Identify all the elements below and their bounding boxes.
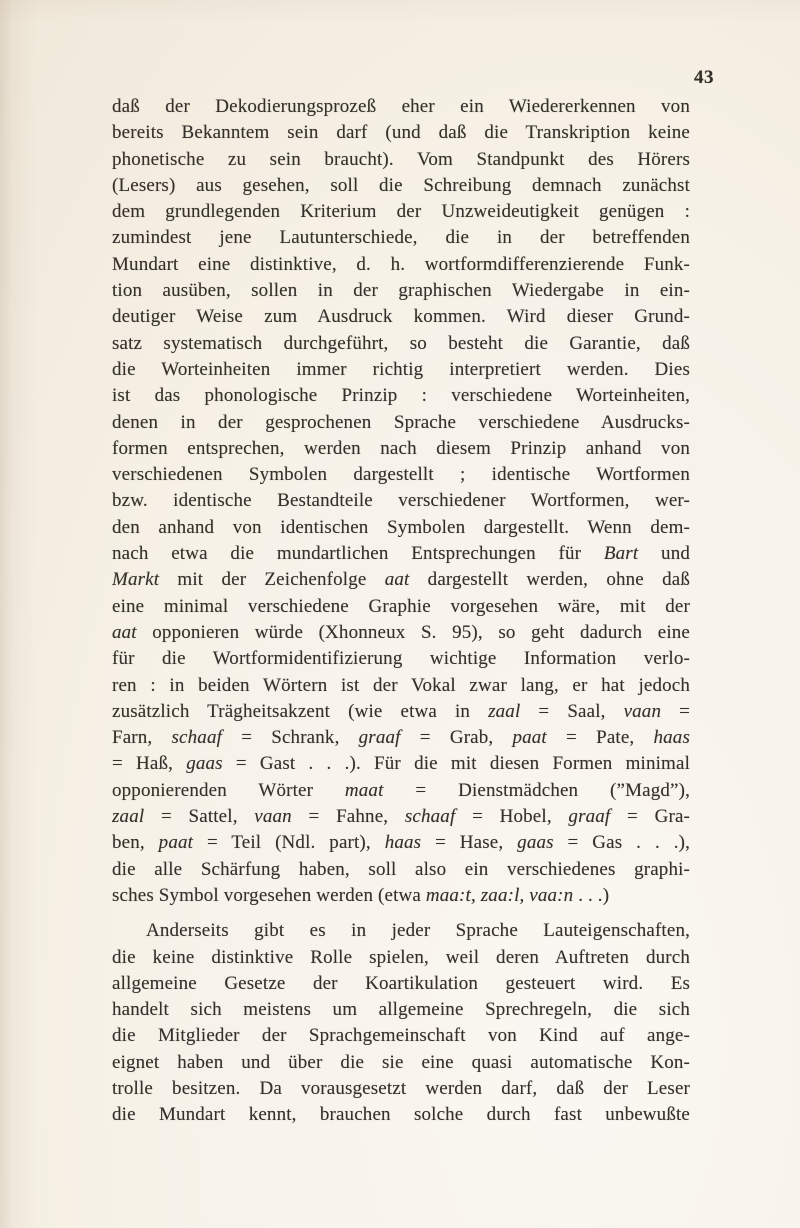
text-run: eignet haben und über die sie eine quasi automatische Kon- <box>112 1051 690 1073</box>
italic-text-run: paat <box>158 832 194 854</box>
text-line <box>112 620 690 646</box>
text-run: opponierenden Wörter <box>112 779 345 801</box>
text-run: daß der Dekodierungsprozeß eher ein Wiedererkennen von <box>112 96 690 117</box>
text-run: zusätzlich Trägheitsakzent (wie etwa in <box>112 700 489 722</box>
text-run: eine minimal verschiedene Graphie vorgesehen wäre, mit der <box>112 595 690 617</box>
text-line <box>112 120 690 146</box>
text-line <box>112 1023 690 1049</box>
italic-text-run: graaf <box>358 727 401 749</box>
text-run: satz systematisch durchgeführt, so besteht die Garantie, daß <box>112 332 690 354</box>
text-run: = Haß, <box>112 753 187 775</box>
text-line <box>112 410 690 436</box>
text-run: = <box>661 700 690 722</box>
text-run: = Pate, <box>546 727 654 749</box>
italic-text-run: maa:t, zaa:l, vaa:n <box>425 884 574 906</box>
text-run: ben, <box>112 832 159 854</box>
italic-text-run: Bart <box>603 543 639 565</box>
text-line <box>112 199 690 225</box>
italic-text-run: paat <box>512 727 547 749</box>
text-line <box>112 278 690 304</box>
text-run: phonetische zu sein braucht). Vom Standpunkt des Hörers <box>112 148 690 170</box>
text-line <box>112 918 690 944</box>
italic-text-run: zaal <box>112 806 145 828</box>
text-line <box>112 804 690 830</box>
text-run: formen entsprechen, werden nach diesem Prinzip anhand von <box>112 437 690 459</box>
text-line <box>112 541 690 567</box>
italic-text-run: aat <box>112 621 137 643</box>
text-line <box>112 1076 690 1102</box>
italic-text-run: graaf <box>568 806 611 828</box>
text-run: mit der Zeichenfolge <box>159 569 385 591</box>
text-line <box>112 1102 690 1128</box>
text-line <box>112 173 690 199</box>
italic-text-run: maat <box>344 779 384 801</box>
text-run: tion ausüben, sollen in der graphischen Wiedergabe in ein- <box>112 280 690 302</box>
text-block <box>112 94 690 1129</box>
text-run: verschiedenen Symbolen dargestellt ; identische Wortformen <box>112 464 690 486</box>
text-run: = Hase, <box>421 832 518 854</box>
text-run: allgemeine Gesetze der Koartikulation gesteuert wird. Es <box>112 972 690 994</box>
text-line <box>112 147 690 173</box>
text-run: = Sattel, <box>144 806 255 828</box>
italic-text-run: schaaf <box>404 806 456 828</box>
text-line <box>112 436 690 462</box>
text-line <box>112 357 690 383</box>
text-run: ist das phonologische Prinzip : verschiedene Worteinheiten, <box>112 385 690 407</box>
page-number: 43 <box>694 67 714 88</box>
text-line <box>112 778 690 804</box>
text-run: = Dienstmädchen (”Magd”), <box>383 779 690 801</box>
text-run: opponieren würde (Xhonneux S. 95), so geht dadurch eine <box>136 621 690 643</box>
text-run: = Hobel, <box>455 806 569 828</box>
text-line <box>112 857 690 883</box>
text-line <box>112 567 690 593</box>
italic-text-run: zaal <box>488 700 521 722</box>
italic-text-run: schaaf <box>171 727 223 749</box>
text-run: trolle besitzen. Da vorausgesetzt werden darf, daß der Leser <box>112 1077 690 1099</box>
italic-text-run: gaas <box>517 832 554 854</box>
italic-text-run: vaan <box>254 806 292 828</box>
text-line <box>112 383 690 409</box>
text-run: dargestellt werden, ohne daß <box>409 569 690 591</box>
text-line <box>112 751 690 777</box>
text-run: die Worteinheiten immer richtig interpretiert werden. Dies <box>112 358 690 380</box>
text-line <box>112 945 690 971</box>
text-run: = Saal, <box>520 700 624 722</box>
text-run: bzw. identische Bestandteile verschiedener Wortformen, wer- <box>112 490 690 512</box>
italic-text-run: vaan <box>623 700 662 722</box>
italic-text-run: aat <box>384 569 410 591</box>
text-line <box>112 883 690 909</box>
text-run: . . .) <box>573 884 610 906</box>
text-run: = Fahne, <box>291 806 405 828</box>
italic-text-run: haas <box>653 727 690 749</box>
italic-text-run: haas <box>384 832 422 854</box>
text-run: Mundart eine distinktive, d. h. wortformdifferenzierende Funk- <box>112 253 690 275</box>
text-run: zumindest jene Lautunterschiede, die in der betreffenden <box>112 227 690 249</box>
text-line <box>112 830 690 856</box>
text-line <box>112 304 690 330</box>
text-line <box>112 646 690 672</box>
text-run: = Grab, <box>400 727 513 749</box>
text-line <box>112 462 690 488</box>
text-run: bereits Bekanntem sein darf (und daß die Transkription keine <box>112 122 690 144</box>
text-run: Anderseits gibt es in jeder Sprache Lauteigenschaften, <box>146 920 690 942</box>
text-run: (Lesers) aus gesehen, soll die Schreibung demnach zunächst <box>112 174 690 196</box>
italic-text-run: gaas <box>186 753 223 775</box>
text-run: = Gas . . .), <box>553 832 690 854</box>
paragraph <box>112 94 690 909</box>
text-run: den anhand von identischen Symbolen dargestellt. Wenn dem- <box>112 516 690 538</box>
text-run: ren : in beiden Wörtern ist der Vokal zwar lang, er hat jedoch <box>112 674 690 696</box>
text-run: = Gast . . .). Für die mit diesen Formen minimal <box>222 753 690 775</box>
text-run: für die Wortformidentifizierung wichtige Information verlo- <box>112 648 690 670</box>
text-run: Farn, <box>112 727 172 749</box>
text-line <box>112 594 690 620</box>
text-line <box>112 94 690 120</box>
text-run: die alle Schärfung haben, soll also ein verschiedenes graphi- <box>112 858 690 880</box>
text-run: und <box>638 543 690 565</box>
text-line <box>112 252 690 278</box>
text-line <box>112 488 690 514</box>
text-run: sches Symbol vorgesehen werden (etwa <box>112 884 426 906</box>
text-run: die Mundart kennt, brauchen solche durch fast unbewußte <box>112 1104 690 1126</box>
text-line <box>112 1050 690 1076</box>
text-line <box>112 725 690 751</box>
text-line <box>112 331 690 357</box>
text-line <box>112 225 690 251</box>
text-line <box>112 997 690 1023</box>
text-run: handelt sich meistens um allgemeine Sprechregeln, die sich <box>112 999 690 1021</box>
text-line <box>112 515 690 541</box>
text-run: = Gra- <box>610 806 690 828</box>
text-run: deutiger Weise zum Ausdruck kommen. Wird dieser Grund- <box>112 306 690 328</box>
text-run: dem grundlegenden Kriterium der Unzweideutigkeit genügen : <box>112 201 690 223</box>
text-run: die keine distinktive Rolle spielen, weil deren Auftreten durch <box>112 946 690 968</box>
text-run: = Teil (Ndl. part), <box>193 832 385 854</box>
text-line <box>112 673 690 699</box>
text-run: nach etwa die mundartlichen Entsprechungen für <box>112 543 604 565</box>
paragraph <box>112 918 690 1128</box>
text-line <box>112 971 690 997</box>
text-run: = Schrank, <box>222 727 359 749</box>
text-run: denen in der gesprochenen Sprache verschiedene Ausdrucks- <box>112 411 690 433</box>
text-run: die Mitglieder der Sprachgemeinschaft von Kind auf ange- <box>112 1025 690 1047</box>
text-line <box>112 699 690 725</box>
italic-text-run: Markt <box>112 569 160 591</box>
